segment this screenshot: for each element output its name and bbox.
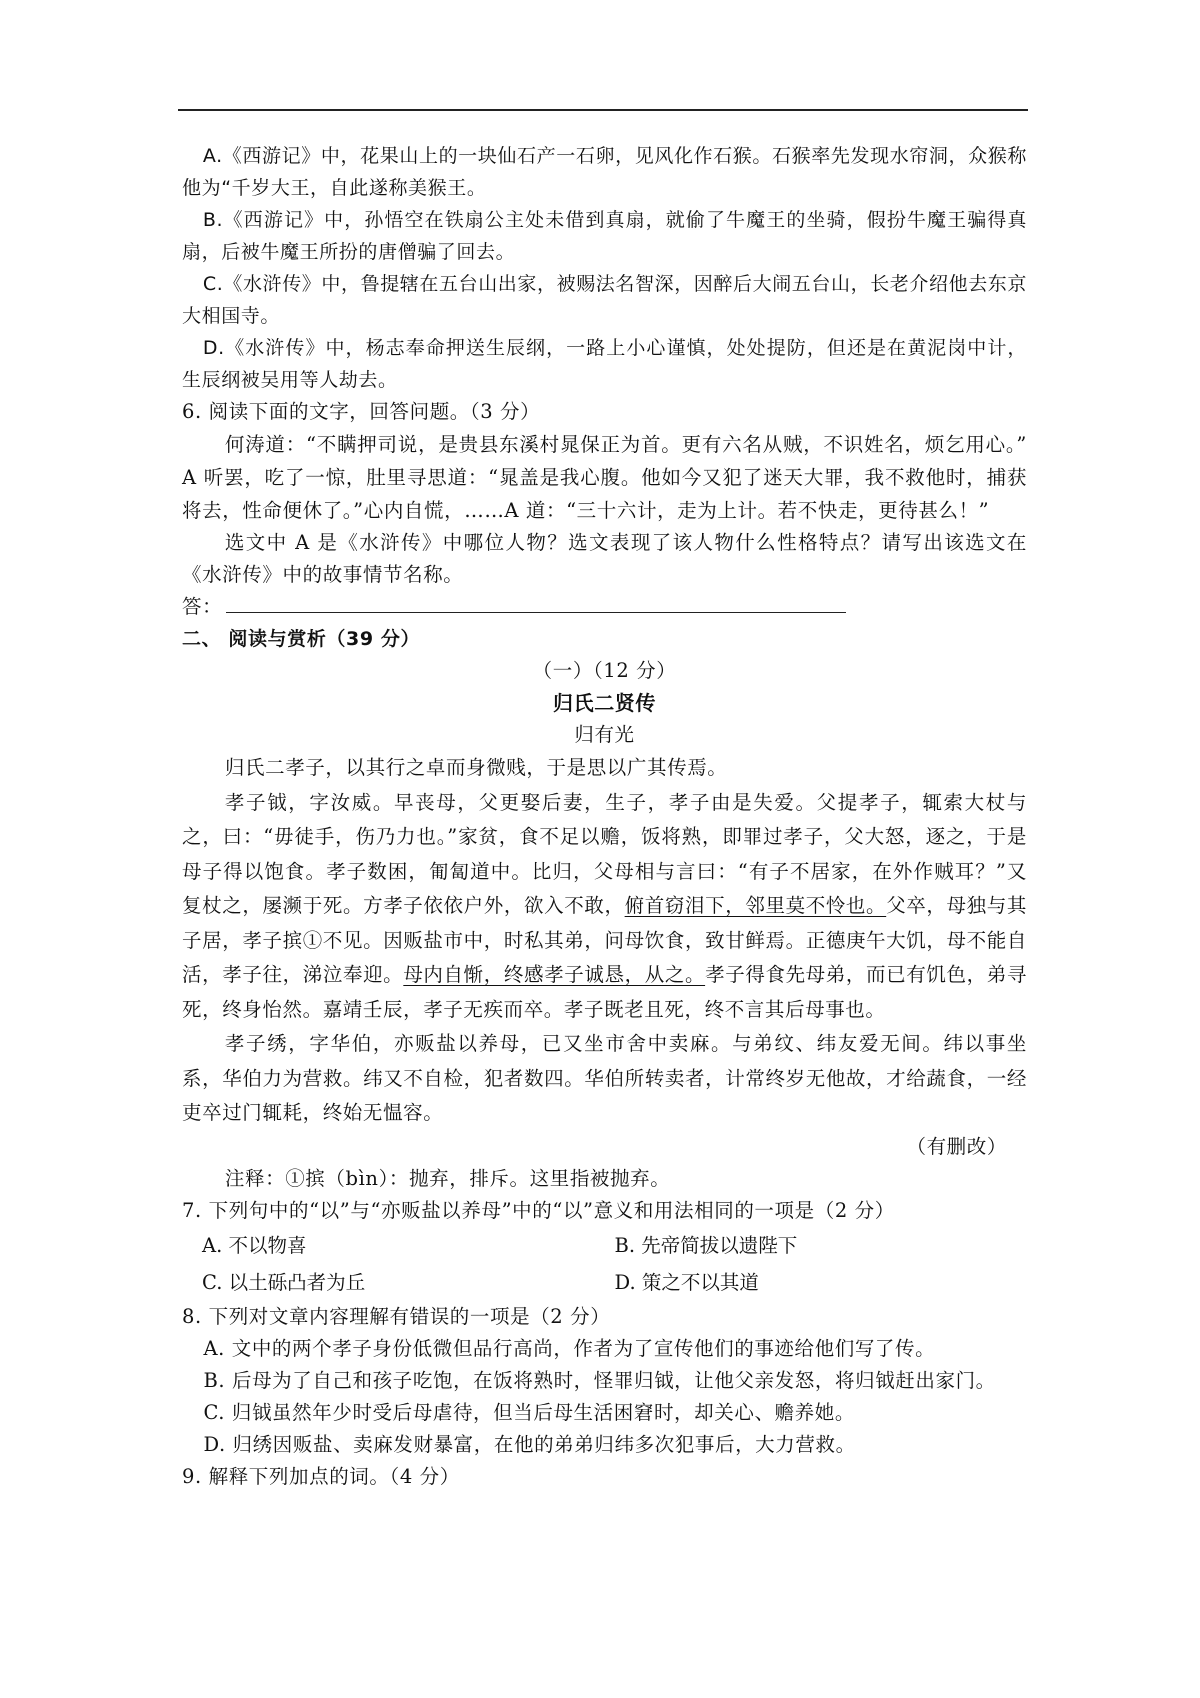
footnote: 注释：①摈（bìn）：抛弃，排斥。这里指被抛弃。 (224, 1166, 671, 1190)
q7-stem: 7. 下列句中的“以”与“亦贩盐以养母”中的“以”意义和用法相同的一项是（2 分） (182, 1198, 895, 1222)
q7-options-row-2 (182, 1264, 1027, 1301)
q6-answer: 答： (182, 591, 1027, 623)
section2-heading: 二、 阅读与赏析（39 分） (182, 628, 421, 650)
source-note: （有删改） (906, 1134, 1007, 1158)
passage-para-1: 归氏二孝子，以其行之卓而身微贱，于是思以广其传焉。 (224, 756, 728, 779)
q6-stem: 6. 阅读下面的文字，回答问题。（3 分） (182, 400, 541, 423)
q8-option-d: D. 归绣因贩盐、卖麻发财暴富，在他的弟弟归纬多次犯事后，大力营救。 (203, 1432, 856, 1456)
q7-option-c: C. 以土砾凸者为丘 (202, 1270, 366, 1294)
q8-option-c: C. 归钺虽然年少时受后母虐待，但当后母生活困窘时，却关心、赡养她。 (203, 1400, 855, 1424)
header-rule (178, 109, 1028, 111)
q8-option-b: B. 后母为了自己和孩子吃饱，在饭将熟时，怪罪归钺，让他父亲发怒，将归钺赶出家门。 (203, 1368, 996, 1392)
underlined-sentence-1: 俯首窃泪下，邻里莫不怜也。 (624, 894, 887, 917)
q7-option-d: D. 策之不以其道 (614, 1270, 759, 1294)
q8-option-a: A. 文中的两个孝子身份低微但品行高尚，作者为了宣传他们的事迹给他们写了传。 (203, 1336, 936, 1360)
underlined-sentence-2: 母内自惭，终感孝子诚恳，从之。 (403, 963, 706, 986)
q7-options-row-1 (182, 1227, 1027, 1264)
q8-stem: 8. 下列对文章内容理解有错误的一项是（2 分） (182, 1304, 611, 1328)
passage-para-3: 孝子绣，字华伯，亦贩盐以养母，已又坐市舍中卖麻。与弟纹、纬友爱无间。纬以事坐系，华伯力为营救。纬又不自检，犯者数四。华伯所转卖者，计常终岁无他故，才给蔬食，一经吏卒过门辄耗，终始无愠容。 (182, 1032, 1027, 1124)
answer-line[interactable] (226, 592, 846, 613)
part-one-label: （一）（12 分） (532, 659, 677, 682)
q5-option-c: C.《水浒传》中，鲁提辖在五台山出家，被赐法名智深，因醉后大闹五台山，长老介绍他去东京大相国寺。 (182, 273, 1028, 327)
q5-option-d: D.《水浒传》中，杨志奉命押送生辰纲，一路上小心谨慎，处处提防，但还是在黄泥岗中计，生辰纲被吴用等人劫去。 (182, 337, 1027, 391)
q6-quote: 何涛道：“不瞒押司说，是贵县东溪村晁保正为首。更有六名从贼，不识姓名，烦乞用心。” A 听罢，吃了一惊，肚里寻思道：“晁盖是我心腹。他如今又犯了迷天大罪，我不救他时，捕获将去，性命便休了。”心内自慌，……A 道：“三十六计，走为上计。若不快走，更待甚么！” (182, 433, 1027, 522)
passage (182, 751, 1027, 1131)
q7-option-b: B. 先帝简拔以遗陛下 (614, 1233, 798, 1257)
exam-page (182, 140, 1027, 1493)
q6-question: 选文中 A 是《水浒传》中哪位人物？选文表现了该人物什么性格特点？请写出该选文在《水浒传》中的故事情节名称。 (182, 531, 1027, 586)
passage-para-2: 孝子钺，字汝威。早丧母，父更娶后妻，生子，孝子由是失爱。父提孝子，辄索大杖与之，曰：“毋徒手，伤乃力也。”家贫，食不足以赡，饭将熟，即罪过孝子，父大怒，逐之，于是母子得以饱食。孝子数困，匍匐道中。比归，父母相与言曰：“有子不居家，在外作贼耳？”又复杖之，屡濒于死。方孝子依依户外，欲入不敢，俯首窃泪下，邻里莫不怜也。父卒，母独与其子居，孝子摈①不见。因贩盐市中，时私其弟，问母饮食，致甘鲜焉。正德庚午大饥，母不能自活，孝子往，涕泣奉迎。母内自惭，终感孝子诚恳，从之。孝子得食先母弟，而已有饥色，弟寻死，终身怡然。嘉靖壬辰，孝子无疾而卒。孝子既老且死，终不言其后母事也。 (182, 790, 1028, 1021)
passage-author: 归有光 (574, 723, 635, 746)
q5-options (182, 140, 1027, 396)
q9-stem: 9. 解释下列加点的词。（4 分） (182, 1464, 460, 1488)
q5-option-a: A.《西游记》中，花果山上的一块仙石产一石卵，见风化作石猴。石猴率先发现水帘洞，众猴称他为“千岁大王，自此遂称美猴王。 (182, 145, 1027, 199)
q5-option-b: B.《西游记》中，孙悟空在铁扇公主处未借到真扇，就偷了牛魔王的坐骑，假扮牛魔王骗得真扇，后被牛魔王所扮的唐僧骗了回去。 (182, 209, 1027, 263)
passage-title: 归氏二贤传 (553, 691, 656, 715)
q7-option-a: A. 不以物喜 (202, 1233, 307, 1257)
